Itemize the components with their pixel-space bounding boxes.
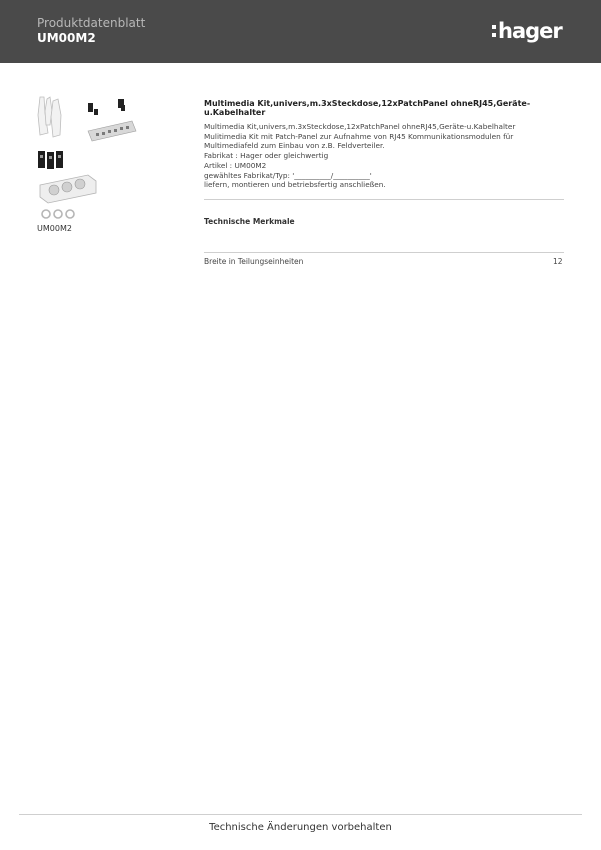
description-line: liefern, montieren und betriebsfertig anschließen. bbox=[204, 180, 386, 190]
tech-section-title: Technische Merkmale bbox=[204, 217, 295, 226]
product-image bbox=[36, 95, 146, 225]
product-description bbox=[204, 99, 564, 190]
hager-logo bbox=[492, 17, 562, 45]
description-line: Fabrikat : Hager oder gleichwertig bbox=[204, 151, 329, 161]
header-bar bbox=[0, 0, 601, 63]
divider bbox=[204, 199, 564, 200]
logo-dots-icon bbox=[492, 25, 496, 37]
description-line: gewähltes Fabrikat/Typ: '__________/__________' bbox=[204, 170, 372, 180]
description-line: Mulitimedia Kit mit Patch-Panel zur Aufnahme von RJ45 Kommunikationsmodulen für bbox=[204, 131, 514, 141]
property-label: Breite in Teilungseinheiten bbox=[204, 257, 304, 266]
footer-note: Technische Änderungen vorbehalten bbox=[209, 822, 392, 833]
product-title: Multimedia Kit,univers,m.3xSteckdose,12xPatchPanel ohneRJ45,Geräte-u.Kabelhalter bbox=[204, 99, 531, 117]
doc-type-label: Produktdatenblatt bbox=[37, 16, 146, 30]
description-line: Artikel : UM00M2 bbox=[204, 160, 267, 170]
description-line: Multimediafeld zum Einbau von z.B. Feldverteiler. bbox=[204, 141, 385, 151]
product-caption: UM00M2 bbox=[37, 224, 72, 233]
logo-text: hager bbox=[498, 19, 562, 43]
footer-divider bbox=[19, 814, 582, 815]
description-line: Multimedia Kit,univers,m.3xSteckdose,12xPatchPanel ohneRJ45,Geräte-u.Kabelhalter bbox=[204, 122, 516, 131]
doc-code: UM00M2 bbox=[37, 31, 96, 45]
product-kit-icon bbox=[36, 95, 146, 225]
property-value: 12 bbox=[553, 257, 563, 266]
divider bbox=[204, 252, 564, 253]
